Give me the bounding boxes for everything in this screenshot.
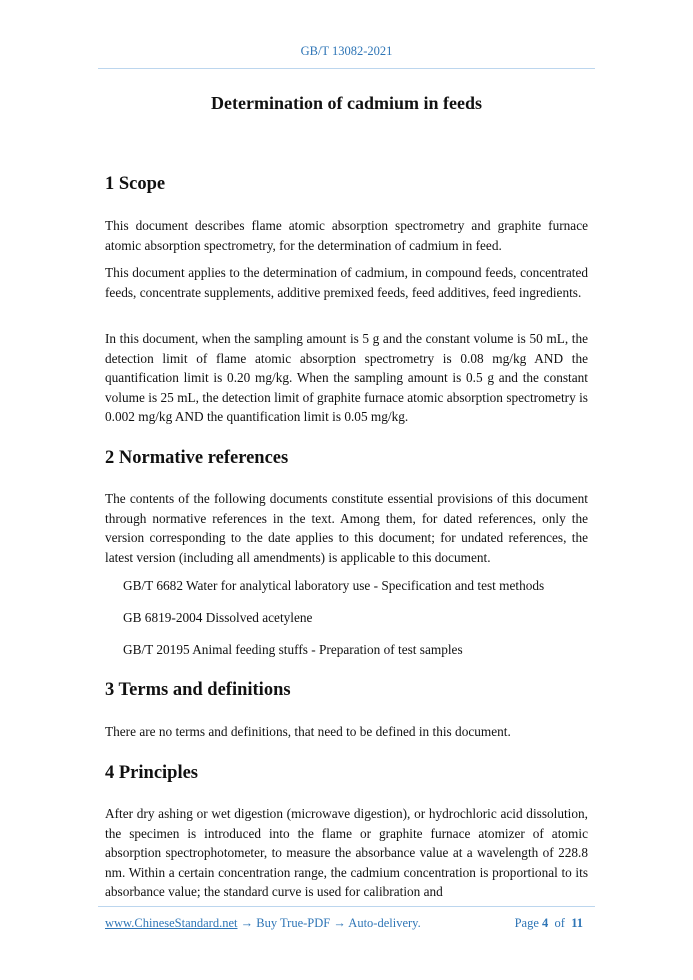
paragraph: This document describes flame atomic absorption spectrometry and graphite furnace atomic absorption spectrometry, for the determination of cadmium in feed. <box>105 218 588 253</box>
reference-item: GB/T 20195 Animal feeding stuffs - Preparation of test samples <box>123 642 463 657</box>
paragraph: There are no terms and definitions, that need to be defined in this document. <box>105 724 511 739</box>
section-heading-terms: 3 Terms and definitions <box>105 680 291 700</box>
paragraph: In this document, when the sampling amount is 5 g and the constant volume is 50 mL, the detection limit of flame atomic absorption spectrometry is 0.08 mg/kg AND the quantification limit is 0.20 mg/kg. When the sampling amount is 0.5 g and the constant volume is 25 mL, the detection limit of graphite furnace atomic absorption spectrometry is 0.002 mg/kg AND the quantification limit is 0.05 mg/kg. <box>105 331 588 425</box>
header-divider <box>98 68 595 69</box>
document-title: Determination of cadmium in feeds <box>211 93 482 113</box>
website-link[interactable]: www.ChineseStandard.net <box>105 916 238 930</box>
section-heading-normative-references: 2 Normative references <box>105 448 289 468</box>
page-number <box>515 916 583 931</box>
paragraph: This document applies to the determination of cadmium, in compound feeds, concentrated feeds, concentrate supplements, additive premixed feeds, feed additives, feed ingredients. <box>105 265 588 300</box>
current-page: 4 <box>542 916 549 930</box>
paragraph: After dry ashing or wet digestion (microwave digestion), or hydrochloric acid dissolution, the specimen is introduced into the flame or graphite furnace atomizer of atomic absorption spectrophotometer, to measure the absorbance value at a wavelength of 228.8 nm. Within a certain concentration range, the cadmium concentration is proportional to its absorbance value; the standard curve is used for calibration and <box>105 806 588 900</box>
footer-promo-text: → Buy True-PDF → Auto-delivery. <box>237 916 421 930</box>
reference-item: GB/T 6682 Water for analytical laboratory use - Specification and test methods <box>123 578 545 593</box>
document-id-header: GB/T 13082-2021 <box>300 44 393 58</box>
reference-item: GB 6819-2004 Dissolved acetylene <box>123 610 313 625</box>
footer-divider <box>98 906 595 907</box>
of-label: of <box>554 916 565 930</box>
page-label: Page <box>514 916 539 930</box>
section-heading-scope: 1 Scope <box>105 174 166 194</box>
total-pages: 11 <box>571 916 583 930</box>
footer-promo <box>105 916 421 931</box>
paragraph: The contents of the following documents constitute essential provisions of this document through normative references in the text. Among them, for dated references, only the version corresponding to the date applies to this document; for undated references, the latest version (including all amendments) is applicable to this document. <box>105 491 588 565</box>
section-heading-principles: 4 Principles <box>105 763 199 783</box>
